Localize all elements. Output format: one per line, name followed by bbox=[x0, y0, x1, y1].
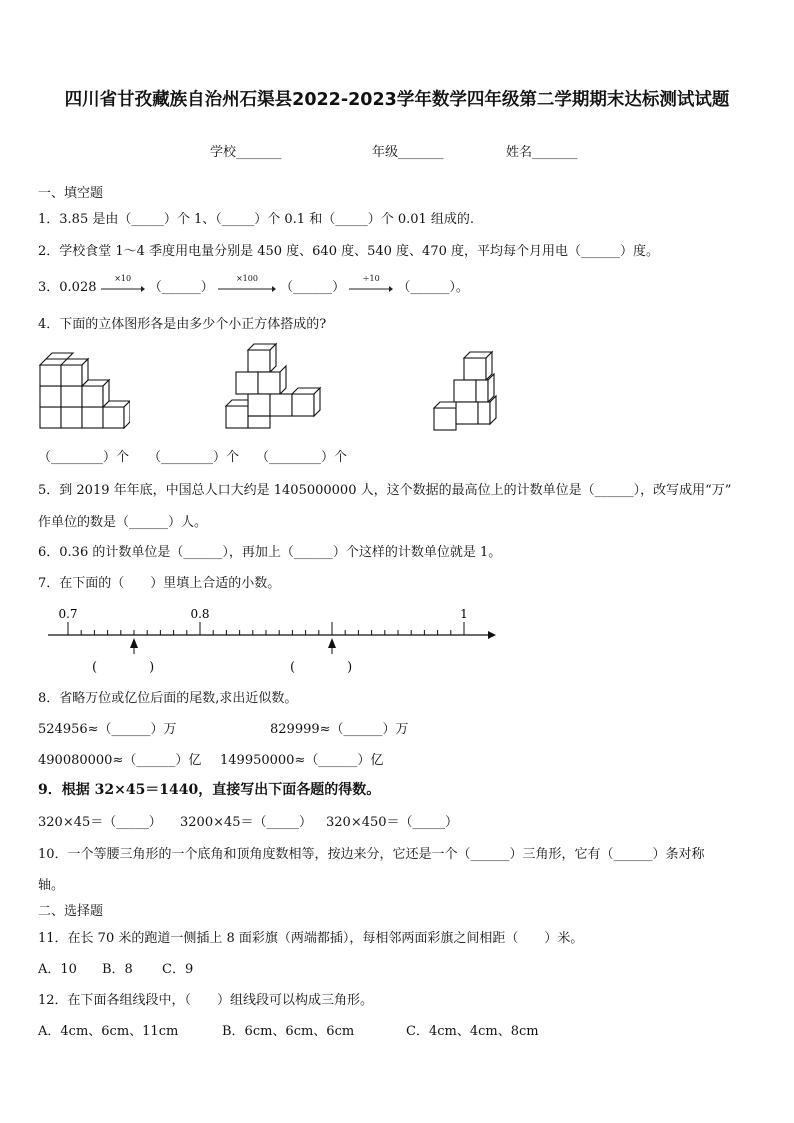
q8-item-1: 524956≈（______）万 bbox=[38, 722, 177, 737]
section-choice: 二、选择题 bbox=[38, 904, 104, 919]
school-field: 学校_______ bbox=[210, 145, 282, 160]
q3-op-2: ×100 bbox=[235, 273, 258, 283]
q4-answer-1: （________）个 bbox=[38, 450, 130, 465]
question-8: 8．省略万位或亿位后面的尾数,求出近似数。 bbox=[38, 691, 298, 706]
question-10-line-1: 10．一个等腰三角形的一个底角和顶角度数相等，按边来分，它还是一个（______）三角形，它有（______）条对称 bbox=[38, 847, 705, 862]
question-12: 12．在下面各组线段中，（ ）组线段可以构成三角形。 bbox=[38, 993, 374, 1008]
tick-label-0.7: 0.7 bbox=[58, 607, 78, 621]
q11-option-b: B．8 bbox=[102, 962, 133, 977]
question-1: 1．3.85 是由（_____）个 1、（_____）个 0.1 和（_____）个 0.01 组成的. bbox=[38, 212, 475, 227]
arrow-marker-2 bbox=[328, 638, 336, 648]
q9-item-1: 320×45＝（_____） bbox=[38, 815, 162, 830]
cube-figure-3 bbox=[432, 350, 502, 432]
question-10-line-2: 轴。 bbox=[38, 878, 65, 893]
q3-op-3: ÷10 bbox=[362, 273, 380, 283]
q3-arrow-1 bbox=[101, 273, 145, 295]
question-6: 6．0.36 的计数单位是（______），再加上（______）个这样的计数单位就是 1。 bbox=[38, 545, 502, 560]
question-2: 2．学校食堂 1～4 季度用电量分别是 450 度、640 度、540 度、470 度，平均每个月用电（______）度。 bbox=[38, 244, 659, 259]
number-line bbox=[48, 604, 498, 660]
q12-option-a: A．4cm、6cm、11cm bbox=[38, 1024, 179, 1039]
tick-label-1: 1 bbox=[460, 607, 468, 621]
cube-figure-1 bbox=[38, 346, 130, 432]
q7-blank-1: ( ) bbox=[92, 660, 155, 675]
page-title: 四川省甘孜藏族自治州石渠县2022-2023学年数学四年级第二学期期末达标测试试题 bbox=[64, 90, 730, 110]
q11-option-c: C．9 bbox=[162, 962, 194, 977]
q3-blank-3: （______）。 bbox=[397, 280, 469, 295]
q4-answer-2: （________）个 bbox=[148, 450, 240, 465]
grade-field: 年级_______ bbox=[372, 145, 444, 160]
section-fill-blank: 一、填空题 bbox=[38, 186, 104, 201]
q3-op-1: ×10 bbox=[114, 273, 132, 283]
q11-option-a: A．10 bbox=[38, 962, 77, 977]
question-9: 9．根据 32×45＝1440，直接写出下面各题的得数。 bbox=[38, 782, 381, 798]
q3-arrow-2 bbox=[218, 273, 276, 295]
q7-blank-2: ( ) bbox=[290, 660, 353, 675]
question-5-line-1: 5．到 2019 年年底，中国总人口大约是 1405000000 人，这个数据的最高位上的计数单位是（______），改写成用“万” bbox=[38, 483, 732, 498]
q3-start: 3．0.028 bbox=[38, 280, 97, 295]
q12-option-b: B．6cm、6cm、6cm bbox=[222, 1024, 355, 1039]
question-7: 7．在下面的（ ）里填上合适的小数。 bbox=[38, 576, 281, 591]
q9-item-2: 3200×45＝（_____） bbox=[180, 815, 313, 830]
question-5-line-2: 作单位的数是（______）人。 bbox=[38, 515, 208, 530]
q9-item-3: 320×450＝（_____） bbox=[326, 815, 459, 830]
tick-label-0.8: 0.8 bbox=[190, 607, 210, 621]
q12-option-c: C．4cm、4cm、8cm bbox=[406, 1024, 539, 1039]
question-3 bbox=[38, 273, 469, 295]
cube-figure-2 bbox=[224, 340, 324, 432]
q8-item-4: 149950000≈（______）亿 bbox=[220, 753, 384, 768]
q8-item-2: 829999≈（______）万 bbox=[270, 722, 409, 737]
arrow-marker-1 bbox=[130, 638, 138, 648]
q3-blank-2: （______） bbox=[280, 280, 346, 295]
q3-arrow-3 bbox=[349, 273, 393, 295]
name-field: 姓名_______ bbox=[506, 145, 578, 160]
question-11: 11．在长 70 米的跑道一侧插上 8 面彩旗（两端都插），每相邻两面彩旗之间相距（ ）米。 bbox=[38, 931, 584, 946]
question-4: 4．下面的立体图形各是由多少个小正方体搭成的? bbox=[38, 317, 327, 332]
q3-blank-1: （______） bbox=[148, 280, 214, 295]
q8-item-3: 490080000≈（______）亿 bbox=[38, 753, 202, 768]
q4-answer-3: （________）个 bbox=[256, 450, 348, 465]
